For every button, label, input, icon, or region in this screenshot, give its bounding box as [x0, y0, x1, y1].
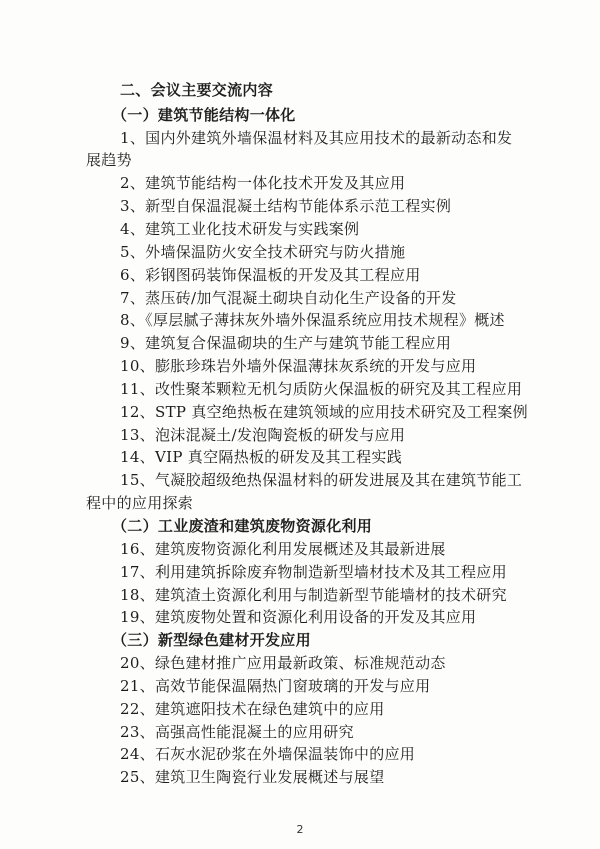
- list-item: 2、建筑节能结构一体化技术开发及其应用: [120, 174, 406, 192]
- list-item: 25、建筑卫生陶瓷行业发展概述与展望: [120, 768, 385, 786]
- list-item: 程中的应用探索: [86, 494, 194, 512]
- list-item: 24、石灰水泥砂浆在外墙保温装饰中的应用: [120, 745, 416, 763]
- list-item: 3、新型自保温混凝土结构节能体系示范工程实例: [120, 197, 452, 215]
- list-item: 6、彩钢图码装饰保温板的开发及其工程应用: [120, 266, 421, 284]
- list-item: 22、建筑遮阳技术在绿色建筑中的应用: [120, 700, 385, 718]
- list-item: 18、建筑渣土资源化利用与制造新型节能墙材的技术研究: [120, 586, 507, 604]
- list-item: 20、绿色建材推广应用最新政策、标准规范动态: [120, 654, 446, 672]
- page-number: 2: [296, 823, 304, 836]
- list-item: 21、高效节能保温隔热门窗玻璃的开发与应用: [120, 677, 431, 695]
- list-item: 展趋势: [86, 151, 132, 169]
- list-item: 17、利用建筑拆除废弃物制造新型墙材技术及其工程应用: [120, 563, 507, 581]
- list-item: 10、膨胀珍珠岩外墙外保温薄抹灰系统的开发与应用: [120, 357, 477, 375]
- list-item: 4、建筑工业化技术研发与实践案例: [120, 220, 360, 238]
- list-item: 23、高强高性能混凝土的应用研究: [120, 723, 354, 741]
- list-item: 13、泡沫混凝土/发泡陶瓷板的研发与应用: [120, 426, 406, 444]
- list-item: 7、蒸压砖/加气混凝土砌块自动化生产设备的开发: [120, 289, 457, 307]
- list-item: 16、建筑废物资源化利用发展概述及其最新进展: [120, 540, 446, 558]
- list-item: 8、《厚层腻子薄抹灰外墙外保温系统应用技术规程》概述: [120, 311, 505, 329]
- list-item: 15、气凝胶超级绝热保温材料的研发进展及其在建筑节能工: [120, 471, 523, 489]
- list-item: 9、建筑复合保温砌块的生产与建筑节能工程应用: [120, 334, 452, 352]
- group-heading-3: （三）新型绿色建材开发应用: [112, 631, 311, 649]
- list-item: 12、STP 真空绝热板在建筑领域的应用技术研究及工程案例: [120, 403, 528, 421]
- list-item: 5、外墙保温防火安全技术研究与防火措施: [120, 243, 406, 261]
- list-item: 11、改性聚苯颗粒无机匀质防火保温板的研究及其工程应用: [120, 380, 523, 398]
- group-heading-2: （二）工业废渣和建筑废物资源化利用: [112, 517, 373, 535]
- list-item: 1、国内外建筑外墙保温材料及其应用技术的最新动态和发: [120, 129, 513, 147]
- section-title: 二、会议主要交流内容: [120, 81, 274, 99]
- group-heading-1: （一）建筑节能结构一体化: [112, 106, 296, 124]
- list-item: 14、VIP 真空隔热板的研发及其工程实践: [120, 448, 403, 466]
- list-item: 19、建筑废物处置和资源化利用设备的开发及其应用: [120, 608, 477, 626]
